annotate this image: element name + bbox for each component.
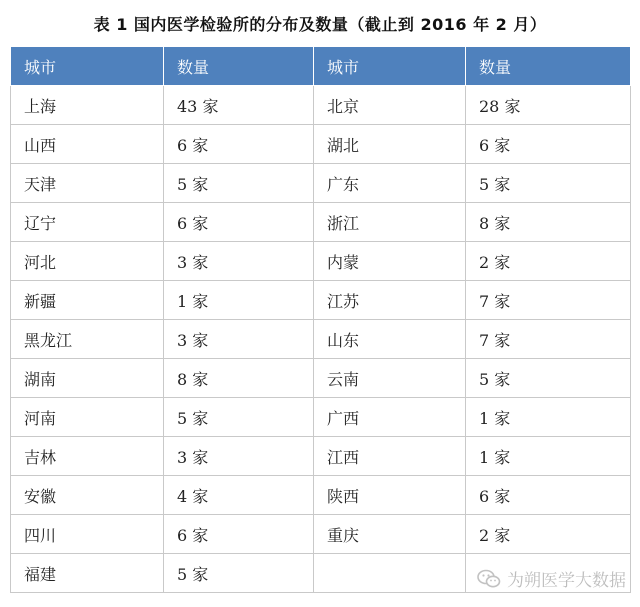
table-row <box>11 359 631 398</box>
table-row <box>11 320 631 359</box>
cell-city: 湖北 <box>314 125 466 164</box>
header-count-2: 数量 <box>466 47 631 86</box>
cell-city: 陕西 <box>314 476 466 515</box>
cell-city: 江西 <box>314 437 466 476</box>
cell-count: 5 家 <box>164 398 314 437</box>
table-row <box>11 437 631 476</box>
table-row <box>11 125 631 164</box>
cell-city: 山东 <box>314 320 466 359</box>
table-row <box>11 164 631 203</box>
cell-city: 安徽 <box>11 476 164 515</box>
cell-city: 四川 <box>11 515 164 554</box>
table-row <box>11 476 631 515</box>
cell-city: 云南 <box>314 359 466 398</box>
cell-city: 广东 <box>314 164 466 203</box>
cell-count: 3 家 <box>164 242 314 281</box>
cell-count: 6 家 <box>164 125 314 164</box>
cell-count: 8 家 <box>164 359 314 398</box>
table-header-row <box>11 47 631 86</box>
cell-city: 河南 <box>11 398 164 437</box>
cell-count: 6 家 <box>164 203 314 242</box>
cell-city <box>314 554 466 593</box>
cell-count: 6 家 <box>466 476 631 515</box>
header-city-2: 城市 <box>314 47 466 86</box>
cell-count: 6 家 <box>466 125 631 164</box>
table-row <box>11 86 631 125</box>
cell-city: 吉林 <box>11 437 164 476</box>
cell-count: 6 家 <box>164 515 314 554</box>
wechat-icon <box>477 569 501 589</box>
cell-count: 2 家 <box>466 242 631 281</box>
header-count-1: 数量 <box>164 47 314 86</box>
cell-count: 3 家 <box>164 437 314 476</box>
cell-count: 28 家 <box>466 86 631 125</box>
cell-city: 黑龙江 <box>11 320 164 359</box>
cell-city: 新疆 <box>11 281 164 320</box>
cell-count: 4 家 <box>164 476 314 515</box>
cell-count: 7 家 <box>466 281 631 320</box>
cell-city: 河北 <box>11 242 164 281</box>
table-row <box>11 515 631 554</box>
cell-count: 3 家 <box>164 320 314 359</box>
cell-count: 5 家 <box>466 359 631 398</box>
table-title: 表 1 国内医学检验所的分布及数量（截止到 2016 年 2 月） <box>93 15 547 34</box>
distribution-table <box>10 46 631 593</box>
cell-city: 内蒙 <box>314 242 466 281</box>
cell-count: 5 家 <box>466 164 631 203</box>
cell-count: 1 家 <box>164 281 314 320</box>
table-row <box>11 281 631 320</box>
watermark-text: 为朔医学大数据 <box>507 571 626 591</box>
cell-count: 5 家 <box>164 554 314 593</box>
cell-count: 7 家 <box>466 320 631 359</box>
cell-count: 1 家 <box>466 437 631 476</box>
cell-city: 上海 <box>11 86 164 125</box>
cell-city: 湖南 <box>11 359 164 398</box>
cell-city: 福建 <box>11 554 164 593</box>
cell-city: 浙江 <box>314 203 466 242</box>
cell-city: 辽宁 <box>11 203 164 242</box>
table-row <box>11 242 631 281</box>
cell-count: 1 家 <box>466 398 631 437</box>
cell-city: 广西 <box>314 398 466 437</box>
header-city-1: 城市 <box>11 47 164 86</box>
cell-count: 2 家 <box>466 515 631 554</box>
table-row <box>11 203 631 242</box>
cell-count: 43 家 <box>164 86 314 125</box>
cell-city: 北京 <box>314 86 466 125</box>
cell-city: 重庆 <box>314 515 466 554</box>
watermark <box>477 566 626 591</box>
cell-city: 天津 <box>11 164 164 203</box>
cell-count: 5 家 <box>164 164 314 203</box>
cell-count: 8 家 <box>466 203 631 242</box>
cell-city: 山西 <box>11 125 164 164</box>
table-row <box>11 398 631 437</box>
cell-city: 江苏 <box>314 281 466 320</box>
